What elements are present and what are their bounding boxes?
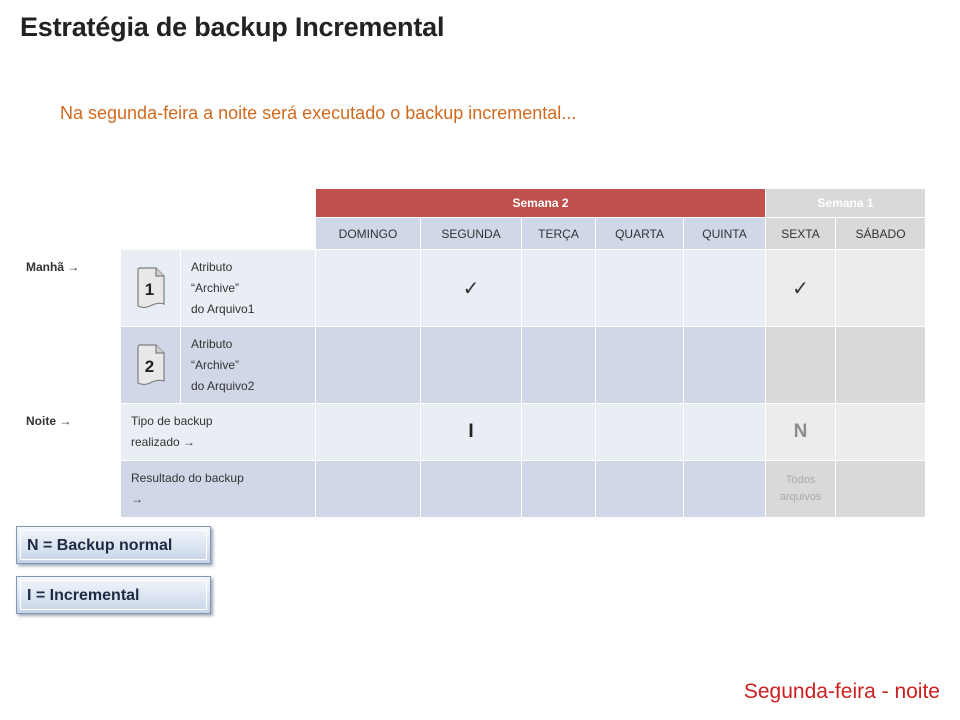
result-sabado xyxy=(836,461,926,518)
incremental-marker: I xyxy=(468,421,474,442)
day-sabado: SÁBADO xyxy=(836,218,926,250)
file2-sexta xyxy=(766,327,836,404)
file1-segunda xyxy=(421,250,522,327)
file1-sabado xyxy=(836,250,926,327)
day-segunda: SEGUNDA xyxy=(421,218,522,250)
file1-icon-cell xyxy=(121,250,181,327)
document-icon: 1 xyxy=(136,266,166,310)
checkmark-icon: ✓ xyxy=(462,277,480,300)
type-quarta xyxy=(596,404,684,461)
file1-terca xyxy=(522,250,596,327)
page-title: Estratégia de backup Incremental xyxy=(20,12,445,42)
document-icon: 2 xyxy=(136,343,166,387)
header-spacer xyxy=(16,189,316,218)
file2-segunda xyxy=(421,327,522,404)
backup-result-label: Resultado do backup → xyxy=(121,461,316,518)
file2-attribute-label: Atributo “Archive” do Arquivo2 xyxy=(181,327,316,404)
file2-domingo xyxy=(316,327,421,404)
type-quinta xyxy=(684,404,766,461)
day-domingo: DOMINGO xyxy=(316,218,421,250)
result-quarta xyxy=(596,461,684,518)
day-quinta: QUINTA xyxy=(684,218,766,250)
result-quinta xyxy=(684,461,766,518)
type-domingo xyxy=(316,404,421,461)
type-terca xyxy=(522,404,596,461)
backup-type-label: Tipo de backup realizado → xyxy=(121,404,316,461)
file2-sabado xyxy=(836,327,926,404)
result-domingo xyxy=(316,461,421,518)
file2-icon-cell xyxy=(121,327,181,404)
file1-sexta xyxy=(766,250,836,327)
file2-quinta xyxy=(684,327,766,404)
morning-label: Manhã → xyxy=(16,250,121,404)
day-terca: TERÇA xyxy=(522,218,596,250)
week1-header: Semana 1 xyxy=(766,189,926,218)
week2-header: Semana 2 xyxy=(316,189,766,218)
subtitle: Na segunda-feira a noite será executado o backup incremental... xyxy=(60,103,577,123)
file2-quarta xyxy=(596,327,684,404)
night-label: Noite → xyxy=(16,404,121,518)
normal-marker: N xyxy=(793,421,808,442)
result-segunda xyxy=(421,461,522,518)
file1-domingo xyxy=(316,250,421,327)
backup-schedule-table xyxy=(15,188,926,518)
day-sexta: SEXTA xyxy=(766,218,836,250)
checkmark-icon: ✓ xyxy=(792,277,809,300)
file1-attribute-label: Atributo “Archive” do Arquivo1 xyxy=(181,250,316,327)
file1-quinta xyxy=(684,250,766,327)
file1-quarta xyxy=(596,250,684,327)
footer-caption: Segunda-feira - noite xyxy=(743,680,940,703)
result-terca xyxy=(522,461,596,518)
type-sabado xyxy=(836,404,926,461)
legend-normal: N = Backup normal xyxy=(16,526,211,564)
result-sexta: Todos arquivos xyxy=(766,461,836,518)
days-spacer xyxy=(16,218,316,250)
legend-incremental: I = Incremental xyxy=(16,576,211,614)
file2-terca xyxy=(522,327,596,404)
type-sexta xyxy=(766,404,836,461)
day-quarta: QUARTA xyxy=(596,218,684,250)
type-segunda xyxy=(421,404,522,461)
